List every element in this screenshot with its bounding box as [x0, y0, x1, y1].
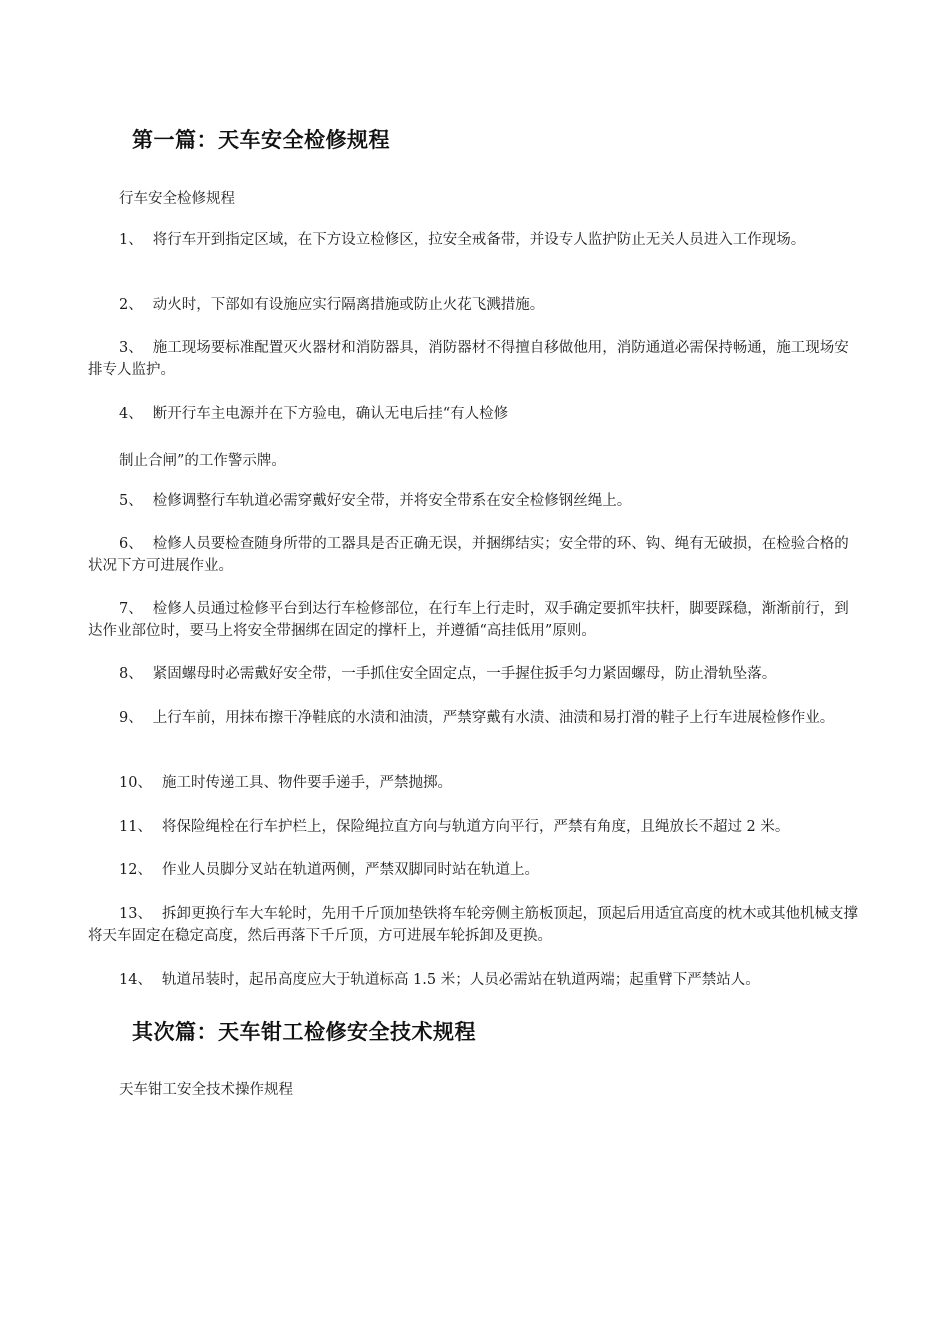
section-2-heading: 其次篇：天车钳工检修安全技术规程: [132, 1019, 476, 1044]
rule-text: 施工现场要标准配置灭火器材和消防器具，消防器材不得擅自移做他用，消防通道必需保持畅通，施工现场安排专人监护。: [88, 340, 849, 378]
rule-number: 2、: [119, 297, 143, 313]
rule-number: 12、: [119, 862, 152, 878]
rule-item-6: [88, 533, 862, 577]
section-1-heading: 第一篇：天车安全检修规程: [132, 127, 390, 152]
rule-item-9: [88, 707, 862, 729]
rule-item-4-continued: 制止合闸”的工作警示牌。: [119, 453, 286, 469]
rule-number: 7、: [119, 601, 143, 617]
rule-number: 1、: [119, 232, 143, 248]
rule-text: 将保险绳栓在行车护栏上，保险绳拉直方向与轨道方向平行，严禁有角度，且绳放长不超过 2 米。: [161, 819, 790, 835]
rule-item-14: [88, 969, 862, 991]
rule-text: 施工时传递工具、物件要手递手，严禁抛掷。: [161, 775, 452, 791]
rule-number: 10、: [119, 775, 152, 791]
rule-text: 动火时，下部如有设施应实行隔离措施或防止火花飞溅措施。: [152, 297, 545, 313]
rule-number: 4、: [119, 406, 143, 422]
rule-item-12: [88, 859, 862, 881]
section-2-subtitle: 天车钳工安全技术操作规程: [119, 1082, 293, 1098]
rule-item-11: [88, 816, 862, 838]
rule-item-3: [88, 337, 862, 381]
rule-number: 3、: [119, 340, 143, 356]
rule-item-1: [88, 229, 862, 251]
rule-text: 紧固螺母时必需戴好安全带，一手抓住安全固定点，一手握住扳手匀力紧固螺母，防止滑轨坠落。: [152, 666, 777, 682]
rule-number: 5、: [119, 493, 143, 509]
rule-number: 9、: [119, 710, 143, 726]
rule-item-4: [88, 403, 862, 425]
rule-text: 拆卸更换行车大车轮时，先用千斤顶加垫铁将车轮旁侧主筋板顶起，顶起后用适宜高度的枕木或其他机械支撑将天车固定在稳定高度，然后再落下千斤顶，方可进展车轮拆卸及更换。: [88, 906, 858, 944]
rule-number: 8、: [119, 666, 143, 682]
rule-number: 13、: [119, 906, 152, 922]
rule-text: 检修调整行车轨道必需穿戴好安全带，并将安全带系在安全检修钢丝绳上。: [152, 493, 632, 509]
rule-number: 11、: [119, 819, 152, 835]
rule-item-13: [88, 903, 862, 947]
rule-text: 上行车前，用抹布擦干净鞋底的水渍和油渍，严禁穿戴有水渍、油渍和易打滑的鞋子上行车进展检修作业。: [152, 710, 835, 726]
rule-item-7: [88, 598, 862, 642]
rule-item-8: [88, 663, 862, 685]
rule-text: 检修人员通过检修平台到达行车检修部位，在行车上行走时，双手确定要抓牢扶杆，脚要踩稳，渐渐前行，到达作业部位时，要马上将安全带捆绑在固定的撑杆上，并遵循“高挂低用”原则。: [88, 601, 849, 639]
rule-text: 作业人员脚分叉站在轨道两侧，严禁双脚同时站在轨道上。: [161, 862, 539, 878]
rule-item-10: [88, 772, 862, 794]
rule-number: 6、: [119, 536, 143, 552]
rule-number: 14、: [119, 972, 152, 988]
section-1-subtitle: 行车安全检修规程: [119, 191, 235, 207]
rule-text: 轨道吊装时，起吊高度应大于轨道标高 1.5 米；人员必需站在轨道两端；起重臂下严禁站人。: [161, 972, 760, 988]
rule-item-2: [88, 294, 862, 316]
rule-item-5: [88, 490, 862, 512]
rule-text: 将行车开到指定区域，在下方设立检修区，拉安全戒备带，并设专人监护防止无关人员进入工作现场。: [152, 232, 806, 248]
rule-text: 检修人员要检查随身所带的工器具是否正确无误，并捆绑结实；安全带的环、钩、绳有无破损，在检验合格的状况下方可进展作业。: [88, 536, 849, 574]
rule-text: 断开行车主电源并在下方验电，确认无电后挂“有人检修: [152, 406, 509, 422]
